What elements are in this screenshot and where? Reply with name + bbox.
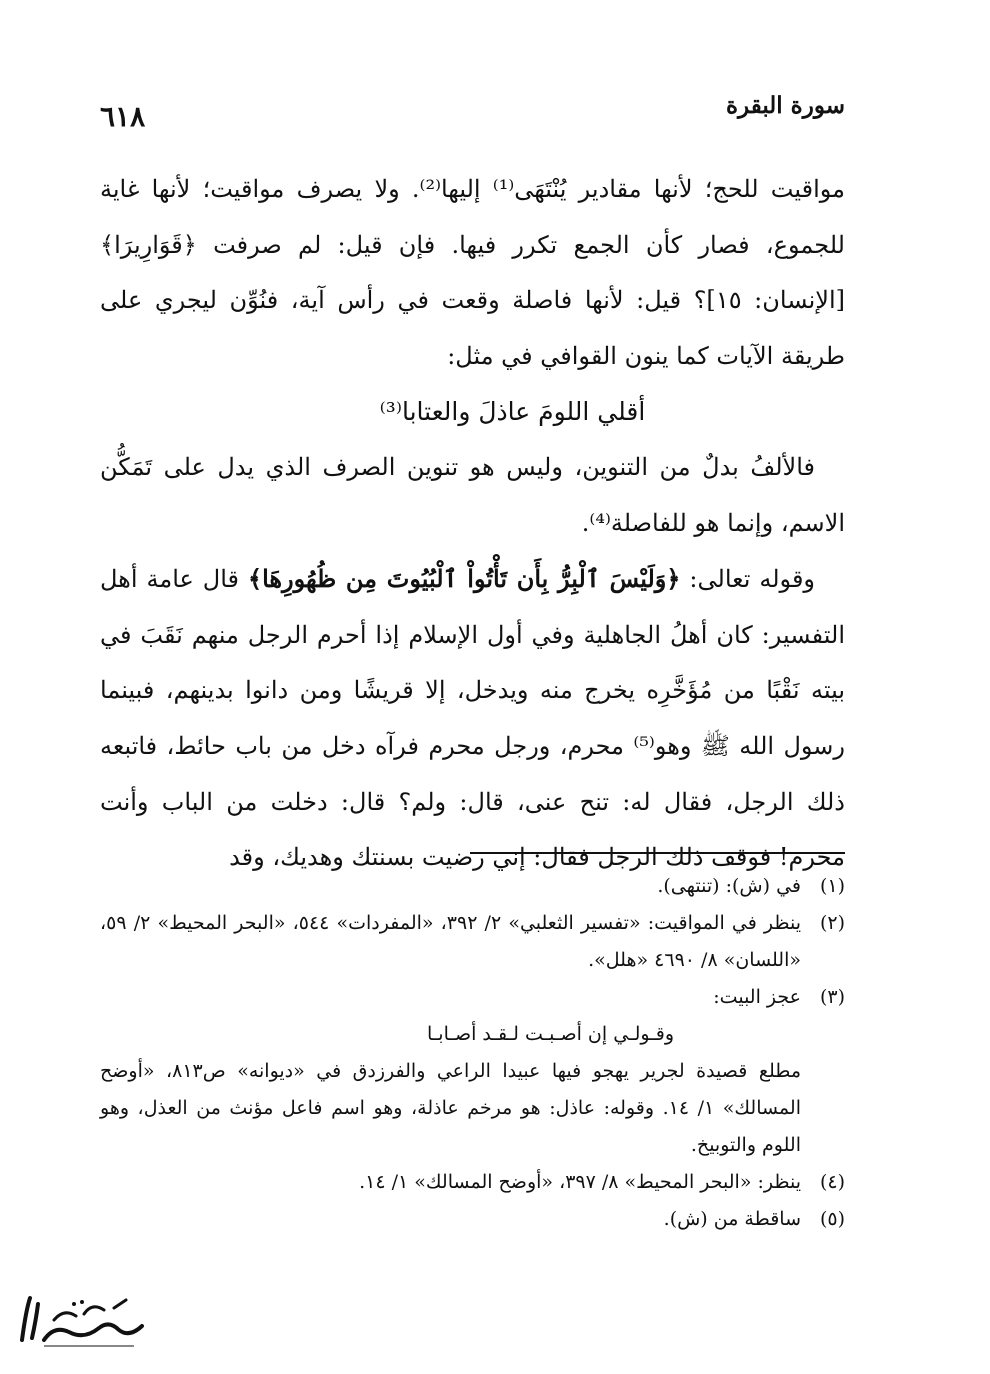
footnote-number: (٥) [819,1208,845,1230]
calligraphy-logo-icon [14,1290,149,1350]
footnote-text-block [100,979,801,1164]
footnote-3 [100,979,845,1164]
footnote-4 [100,1164,845,1201]
footnote-text: ينظر: «البحر المحيط» ٨/ ٣٩٧، «أوضح المسالك» ١/ ١٤. [359,1171,801,1193]
paragraph-3 [100,551,845,886]
footnote-text: ينظر في المواقيت: «تفسير الثعلبي» ٢/ ٣٩٢، «المفردات» ٥٤٤، «البحر المحيط» ٢/ ٥٩، «اللسان» ٨/ ٤٦٩٠ «هلل». [100,912,802,971]
footnote-number: (٤) [819,1171,845,1193]
footnote-number: (١) [819,875,845,897]
poetry-verse: أقلي اللومَ عاذلَ والعتابا⁽³⁾ [379,397,646,427]
footnote-divider [470,852,845,854]
main-text [100,162,845,886]
paragraph-3-rest: قال عامة أهل التفسير: كان أهلُ الجاهلية وفي أول الإسلام إذا أحرم الرجل منهم نَقَبَ في بيته نَقْبًا من مُؤَخَّرِه يخرج منه ويدخل، إلا قريشًا ومن دانوا بدينهم، فبينما رسول الله ﷺ وهو⁽⁵⁾ محرم، ورجل محرم فرآه دخل من باب حائط، فاتبعه ذلك الرجل، فقال له: تنح عنى، قال: ولم؟ قال: دخلت من الباب وأنت محرم! فوقف ذلك الرجل فقال: إني رضيت بسنتك وهديك، وقد [100,565,846,872]
page-header [100,92,845,132]
footnote-1 [100,868,845,905]
footnote-text: عجز البيت: [713,986,801,1008]
footnote-number: (٢) [819,912,845,934]
footnotes [100,868,845,1238]
page-number: ٦١٨ [100,100,146,133]
footnote-text: في (ش): (تنتهى). [657,875,801,897]
footnote-2 [100,905,845,979]
footnote-number: (٣) [819,986,845,1008]
footnote-5 [100,1201,845,1238]
surah-title: سورة البقرة [725,92,845,119]
paragraph-1: مواقيت للحج؛ لأنها مقادير يُنْتَهَى⁽¹⁾ إليها⁽²⁾. ولا يصرف مواقيت؛ لأنها غاية للجموع، فصار كأن الجمع تكرر فيها. فإن قيل: لم صرفت ﴿قَوَارِيرَا﴾ [الإنسان: ١٥]؟ قيل: لأنها فاصلة وقعت في رأس آية، فنُوِّن ليجري على طريقة الآيات كما ينون القوافي في مثل: [100,175,846,370]
footnote-text: ساقطة من (ش). [663,1208,801,1230]
footnote-verse: وقـولـي إن أصـبـت لـقـد أصـابـا [426,1023,675,1045]
paragraph-2: فالألفُ بدلٌ من التنوين، وليس هو تنوين الصرف الذي يدل على تَمَكُّن الاسم، وإنما هو للفاصلة⁽⁴⁾. [100,452,845,537]
quran-quote: ﴿وَلَيْسَ ٱلْبِرُّ بِأَن تَأْتُواْ ٱلْبُيُوتَ مِن ظُهُورِهَا﴾ [248,564,681,594]
footnote-extra: مطلع قصيدة لجرير يهجو فيها عبيدا الراعي والفرزدق في «ديوانه» ص٨١٣، «أوضح المسالك» ١/ ١٤. وقوله: عاذل: هو مرخم عاذلة، وهو اسم فاعل مؤنث من العذل، وهو اللوم والتوبيخ. [100,1060,802,1156]
paragraph-3-intro: وقوله تعالى: [680,565,816,594]
